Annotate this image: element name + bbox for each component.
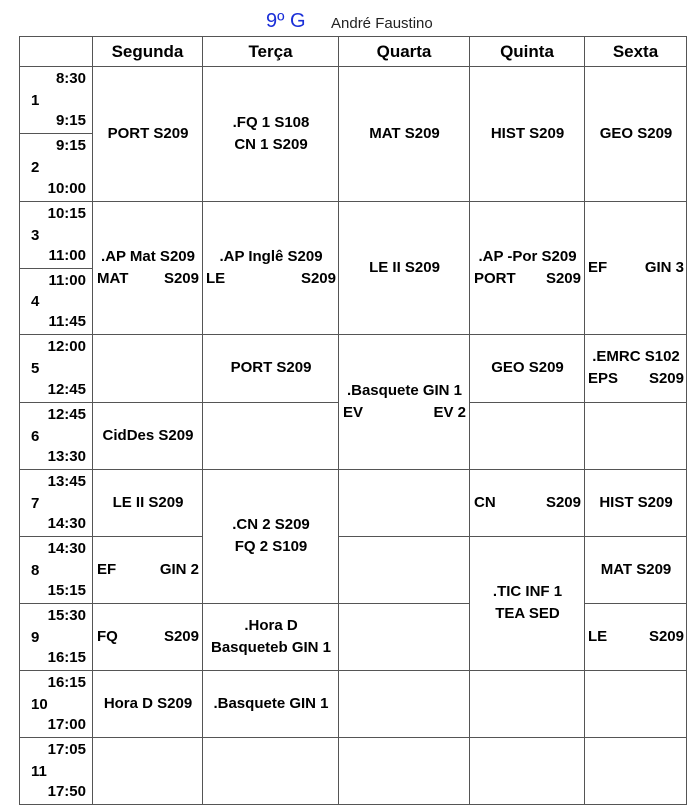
lesson-label: .CN 2 S209 <box>232 516 310 533</box>
slot-start-time: 12:45 <box>47 406 86 423</box>
empty-cell <box>469 402 585 470</box>
slot-number: 1 <box>31 92 40 109</box>
lesson-cell <box>92 469 203 537</box>
lesson-room: S209 <box>545 494 581 511</box>
time-slot <box>19 469 93 537</box>
slot-start-time: 11:00 <box>48 272 86 289</box>
lesson-cell <box>92 402 203 470</box>
day-header: Sexta <box>584 36 687 67</box>
time-slot <box>19 268 93 335</box>
lesson-label: LE II S209 <box>369 259 440 276</box>
lesson-subject: MAT <box>97 270 129 287</box>
lesson-label: Hora D S209 <box>103 695 193 712</box>
lesson-label: .AP Mat S209 <box>101 248 195 265</box>
lesson-room: GIN 2 <box>159 561 199 578</box>
time-slot <box>19 536 93 604</box>
time-slot <box>19 334 93 403</box>
day-header: Segunda <box>92 36 203 67</box>
slot-start-time: 16:15 <box>47 674 86 691</box>
lesson-cell <box>469 334 585 403</box>
time-slot <box>19 737 93 805</box>
lesson-label: TEA SED <box>495 605 560 622</box>
lesson-cell <box>584 66 687 202</box>
slot-number: 8 <box>31 562 40 579</box>
lesson-label: PORT S209 <box>230 359 312 376</box>
class-name: 9º G <box>266 10 306 32</box>
empty-cell <box>469 737 585 805</box>
empty-cell <box>584 737 687 805</box>
slot-end-time: 15:15 <box>47 582 86 599</box>
corner-cell <box>19 36 93 67</box>
lesson-label: .AP -Por S209 <box>478 248 577 265</box>
lesson-room: GIN 3 <box>644 259 684 276</box>
lesson-label: Basqueteb GIN 1 <box>210 639 332 656</box>
lesson-cell <box>202 670 339 738</box>
empty-cell <box>92 334 203 403</box>
empty-cell <box>469 670 585 738</box>
lesson-line <box>343 402 466 424</box>
lesson-subject: FQ <box>97 628 118 645</box>
teacher-name: André Faustino <box>331 15 433 32</box>
lesson-subject: EF <box>588 259 608 276</box>
lesson-cell <box>202 66 339 202</box>
lesson-subject: EPS <box>588 370 619 387</box>
lesson-room: S209 <box>163 628 199 645</box>
empty-cell <box>338 737 470 805</box>
lesson-subject: LE <box>588 628 608 645</box>
lesson-label: MAT S209 <box>369 125 440 142</box>
lesson-cell <box>202 334 339 403</box>
slot-start-time: 10:15 <box>47 205 86 222</box>
slot-number: 2 <box>31 159 40 176</box>
lesson-label: HIST S209 <box>490 125 565 142</box>
slot-start-time: 8:30 <box>55 70 86 87</box>
slot-end-time: 9:15 <box>55 112 86 129</box>
day-header: Terça <box>202 36 339 67</box>
empty-cell <box>584 402 687 470</box>
time-slot <box>19 603 93 671</box>
lesson-label: .Basquete GIN 1 <box>213 695 329 712</box>
slot-start-time: 17:05 <box>47 741 86 758</box>
lesson-cell <box>469 536 585 671</box>
slot-start-time: 9:15 <box>55 137 86 154</box>
slot-number: 6 <box>31 428 40 445</box>
slot-end-time: 14:30 <box>47 515 86 532</box>
lesson-label: .FQ 1 S108 <box>232 114 310 131</box>
slot-end-time: 16:15 <box>47 649 86 666</box>
lesson-cell <box>469 66 585 202</box>
time-slot <box>19 670 93 738</box>
lesson-cell <box>92 66 203 202</box>
lesson-label: .AP Inglê S209 <box>219 248 323 265</box>
time-slot <box>19 201 93 269</box>
slot-number: 7 <box>31 495 40 512</box>
lesson-room: S209 <box>545 270 581 287</box>
slot-number: 4 <box>31 293 40 310</box>
lesson-label: GEO S209 <box>491 359 564 376</box>
lesson-line <box>588 626 684 648</box>
slot-number: 9 <box>31 629 40 646</box>
slot-end-time: 12:45 <box>47 381 86 398</box>
slot-end-time: 17:00 <box>47 716 86 733</box>
lesson-subject: LE <box>206 270 226 287</box>
lesson-label: .EMRC S102 <box>592 348 680 365</box>
slot-end-time: 11:00 <box>48 247 86 264</box>
slot-end-time: 11:45 <box>48 313 86 330</box>
slot-start-time: 12:00 <box>47 338 86 355</box>
slot-number: 3 <box>31 227 40 244</box>
slot-number: 5 <box>31 360 40 377</box>
lesson-label: LE II S209 <box>112 494 184 511</box>
empty-cell <box>92 737 203 805</box>
day-header: Quarta <box>338 36 470 67</box>
empty-cell <box>202 737 339 805</box>
empty-cell <box>338 469 470 537</box>
slot-end-time: 17:50 <box>47 783 86 800</box>
lesson-label: PORT S209 <box>107 125 189 142</box>
lesson-cell <box>202 201 339 335</box>
slot-number: 10 <box>31 696 48 713</box>
slot-start-time: 14:30 <box>47 540 86 557</box>
time-slot <box>19 66 93 134</box>
lesson-subject: PORT <box>474 270 516 287</box>
lesson-subject: CN <box>474 494 496 511</box>
lesson-cell <box>338 66 470 202</box>
lesson-room: S209 <box>648 370 684 387</box>
lesson-cell <box>92 670 203 738</box>
lesson-subject: EV <box>343 404 364 421</box>
empty-cell <box>338 670 470 738</box>
lesson-cell <box>584 536 687 604</box>
slot-number: 11 <box>31 763 47 780</box>
lesson-cell <box>469 201 585 335</box>
lesson-cell <box>469 469 585 537</box>
lesson-line <box>97 268 199 290</box>
lesson-room: EV 2 <box>433 404 466 421</box>
empty-cell <box>202 402 339 470</box>
day-header: Quinta <box>469 36 585 67</box>
lesson-label: .TIC INF 1 <box>492 583 563 600</box>
empty-cell <box>338 536 470 604</box>
lesson-cell <box>92 536 203 604</box>
lesson-label: MAT S209 <box>600 561 672 578</box>
lesson-line <box>206 268 336 290</box>
timetable-header <box>0 8 697 34</box>
lesson-cell <box>92 603 203 671</box>
lesson-cell <box>584 334 687 403</box>
empty-cell <box>584 670 687 738</box>
lesson-cell <box>584 201 687 335</box>
lesson-cell <box>338 334 470 470</box>
lesson-room: S209 <box>163 270 199 287</box>
lesson-line <box>474 268 581 290</box>
slot-start-time: 15:30 <box>47 607 86 624</box>
slot-start-time: 13:45 <box>47 473 86 490</box>
lesson-label: CidDes S209 <box>102 427 194 444</box>
lesson-room: S209 <box>648 628 684 645</box>
lesson-label: .Hora D <box>244 617 298 634</box>
slot-end-time: 10:00 <box>47 180 86 197</box>
lesson-line <box>97 559 199 581</box>
lesson-label: GEO S209 <box>599 125 673 142</box>
lesson-room: S209 <box>300 270 336 287</box>
lesson-line <box>97 626 199 648</box>
lesson-cell <box>338 201 470 335</box>
lesson-line <box>474 492 581 514</box>
lesson-cell <box>202 603 339 671</box>
lesson-cell <box>92 201 203 335</box>
lesson-line <box>588 368 684 390</box>
lesson-subject: EF <box>97 561 117 578</box>
lesson-label: FQ 2 S109 <box>234 538 308 555</box>
lesson-label: .Basquete GIN 1 <box>346 382 463 399</box>
time-slot <box>19 133 93 202</box>
lesson-label: HIST S209 <box>599 494 673 511</box>
lesson-label: CN 1 S209 <box>234 136 308 153</box>
empty-cell <box>338 603 470 671</box>
lesson-line <box>588 257 684 279</box>
time-slot <box>19 402 93 470</box>
lesson-cell <box>584 469 687 537</box>
lesson-cell <box>202 469 339 604</box>
slot-end-time: 13:30 <box>47 448 86 465</box>
lesson-cell <box>584 603 687 671</box>
